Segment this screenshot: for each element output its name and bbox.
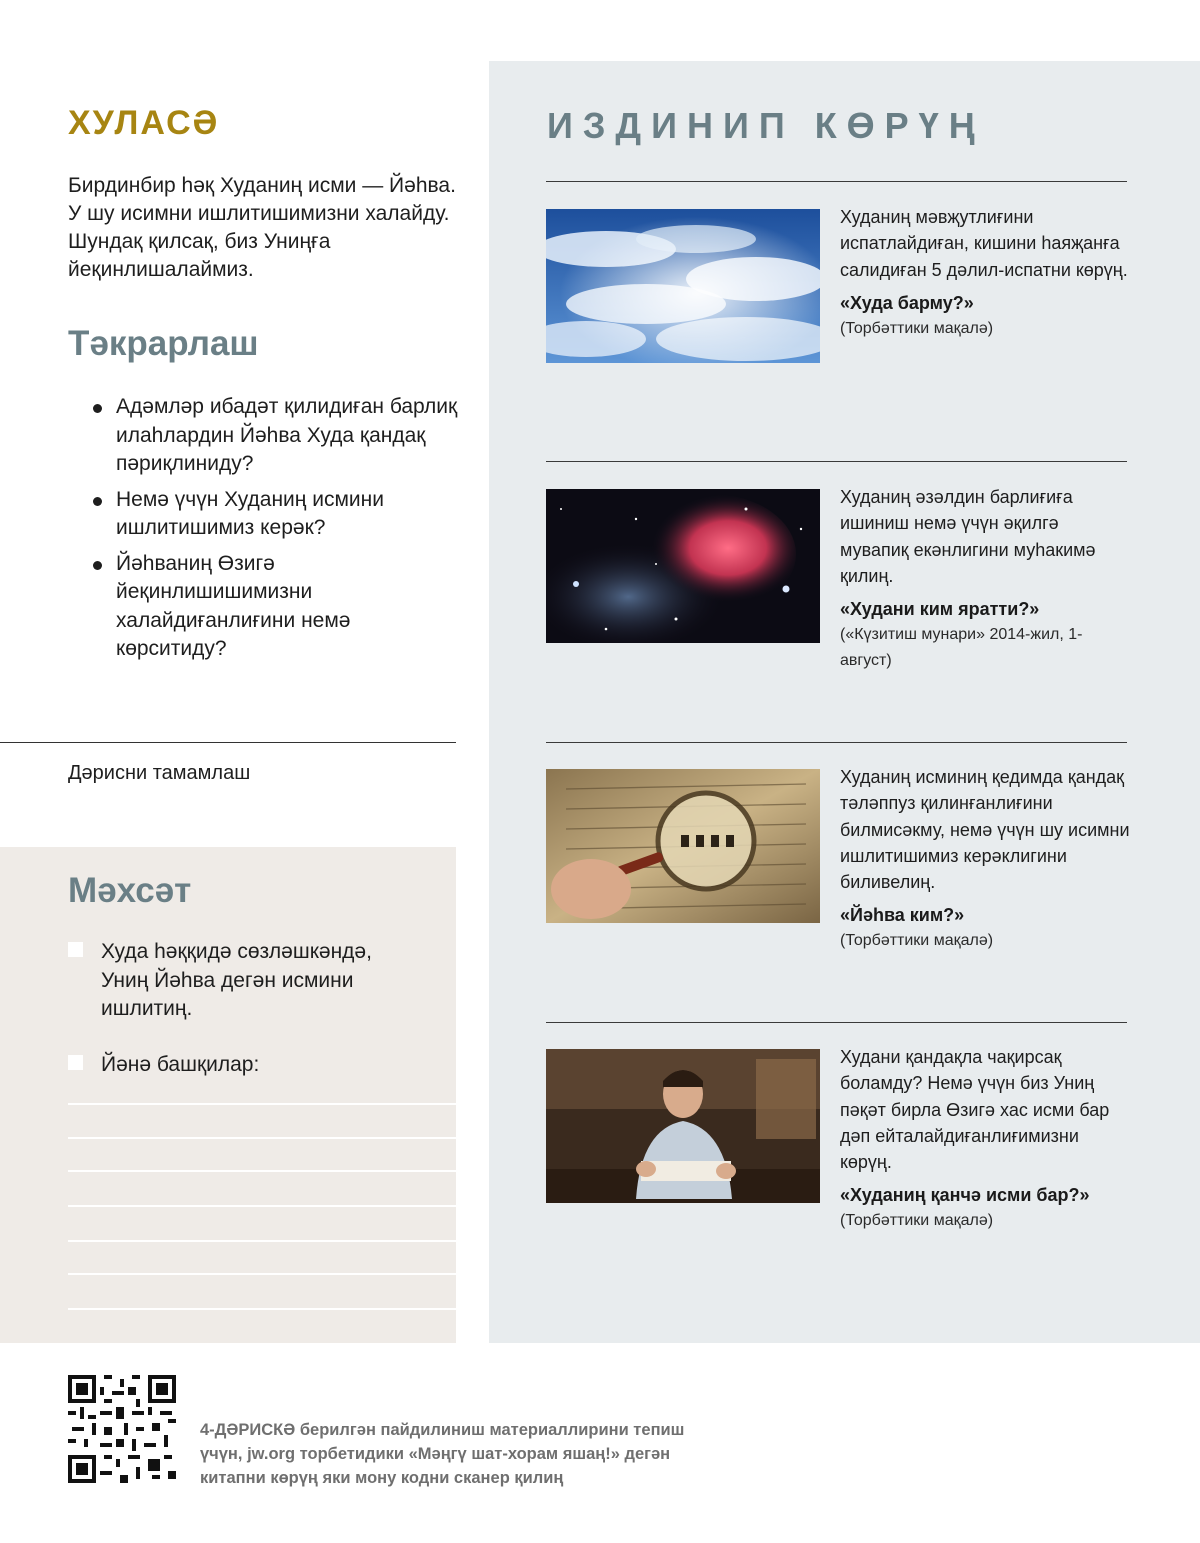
research-panel (489, 61, 1200, 1343)
entry-title-link[interactable]: «Худани ким яратти?» (840, 599, 1040, 620)
review-list (90, 393, 460, 671)
entry-divider (546, 461, 1127, 462)
summary-heading: ХУЛАСӘ (68, 104, 220, 142)
entry-source: («Күзитиш мунари» 2014-жил, 1-август) (840, 626, 1083, 670)
note-line[interactable] (68, 1170, 456, 1172)
note-line[interactable] (68, 1240, 456, 1242)
review-question: Немә үчүн Худаниң исмини ишлитишимиз керәк? (90, 486, 460, 543)
entry-title-link[interactable]: «Йәһва ким?» (840, 905, 965, 926)
note-line[interactable] (68, 1103, 456, 1105)
lesson-complete-label: Дәрисни тамамлаш (68, 762, 251, 784)
entry-source: (Торбәттики мақалә) (840, 1212, 994, 1230)
goal-item (68, 1051, 421, 1080)
research-entry (840, 764, 1130, 954)
goal-checkbox[interactable] (68, 942, 83, 957)
research-entry (840, 1044, 1130, 1234)
review-question: Йәһваниң Өзигә йеқинлишишимизни халайдиғанлиғини немә көрситиду? (90, 550, 460, 664)
entry-divider (546, 742, 1127, 743)
goals-heading: Мәхсәт (68, 871, 192, 910)
entry-source: (Торбәттики мақалә) (840, 932, 994, 950)
research-entry (840, 204, 1130, 342)
goals-box (0, 847, 456, 1343)
qr-code-icon[interactable] (68, 1375, 176, 1483)
entry-source: (Торбәттики мақалә) (840, 319, 994, 337)
goal-checkbox[interactable] (68, 1055, 83, 1070)
goal-item (68, 938, 421, 1024)
note-line[interactable] (68, 1137, 456, 1139)
research-entry (840, 484, 1130, 674)
footer-caption: 4-ДӘРИСКӘ берилгән пайдилиниш материаллирини тепиш үчүн, jw.org торбетидики «Мәңгү шат-хорам яшаң!» дегән китапни көрүң яки мону кодни сканер қилиң (200, 1421, 685, 1487)
entry-description: Худани қандақла чақирсақ боламду? Немә үчүн биз Униң пәқәт бирла Өзигә хас исми бар дәп ейталайдиғанлиғимизни көрүң. (840, 1047, 1110, 1173)
entry-title-link[interactable]: «Худаниң қанчә исми бар?» (840, 1185, 1090, 1206)
goal-text: Йәнә башқилар: (101, 1053, 260, 1076)
entry-title-link[interactable]: «Худа барму?» (840, 292, 974, 313)
entry-description: Худаниң исминиң қедимда қандақ тәләппуз қилинғанлиғини билмисәкму, немә үчүн шу исимни ишлитишимиз керәклигини биливелиң. (840, 767, 1130, 893)
goal-text: Худа һәққидә сөзләшкәндә, Униң Йәһва дегән исмини ишлитиң. (101, 940, 372, 1020)
nebula-image[interactable] (546, 489, 820, 643)
entry-divider (546, 1022, 1127, 1023)
summary-text: Бирдинбир һәқ Худаниң исми — Йәһва. У шу исимни ишлитишимизни халайду. Шундақ қилсақ, биз Униңға йеқинлишалаймиз. (68, 174, 456, 281)
research-heading: ИЗДИНИП КӨРҮҢ (547, 105, 985, 146)
review-question: Адәмләр ибадәт қилидиған барлиқ илаһлардин Йәһва Худа қандақ пәриқлиниду? (90, 393, 460, 479)
note-line[interactable] (68, 1273, 456, 1275)
note-line[interactable] (68, 1308, 456, 1310)
entry-description: Худаниң әзәлдин барлиғиға ишиниш немә үчүн әқилгә мувапиқ екәнлигини муһакимә қилиң. (840, 487, 1096, 586)
divider (0, 742, 456, 743)
man-reading-bible-image[interactable] (546, 1049, 820, 1203)
sky-clouds-image[interactable] (546, 209, 820, 363)
magnifying-glass-hebrew-image[interactable] (546, 769, 820, 923)
entry-divider (546, 181, 1127, 182)
note-line[interactable] (68, 1205, 456, 1207)
entry-description: Худаниң мәвҗутлиғини испатлайдиған, кишини һаяҗанға салидиған 5 дәлил-испатни көрүң. (840, 207, 1128, 280)
review-heading: Тәкрарлаш (68, 324, 259, 363)
